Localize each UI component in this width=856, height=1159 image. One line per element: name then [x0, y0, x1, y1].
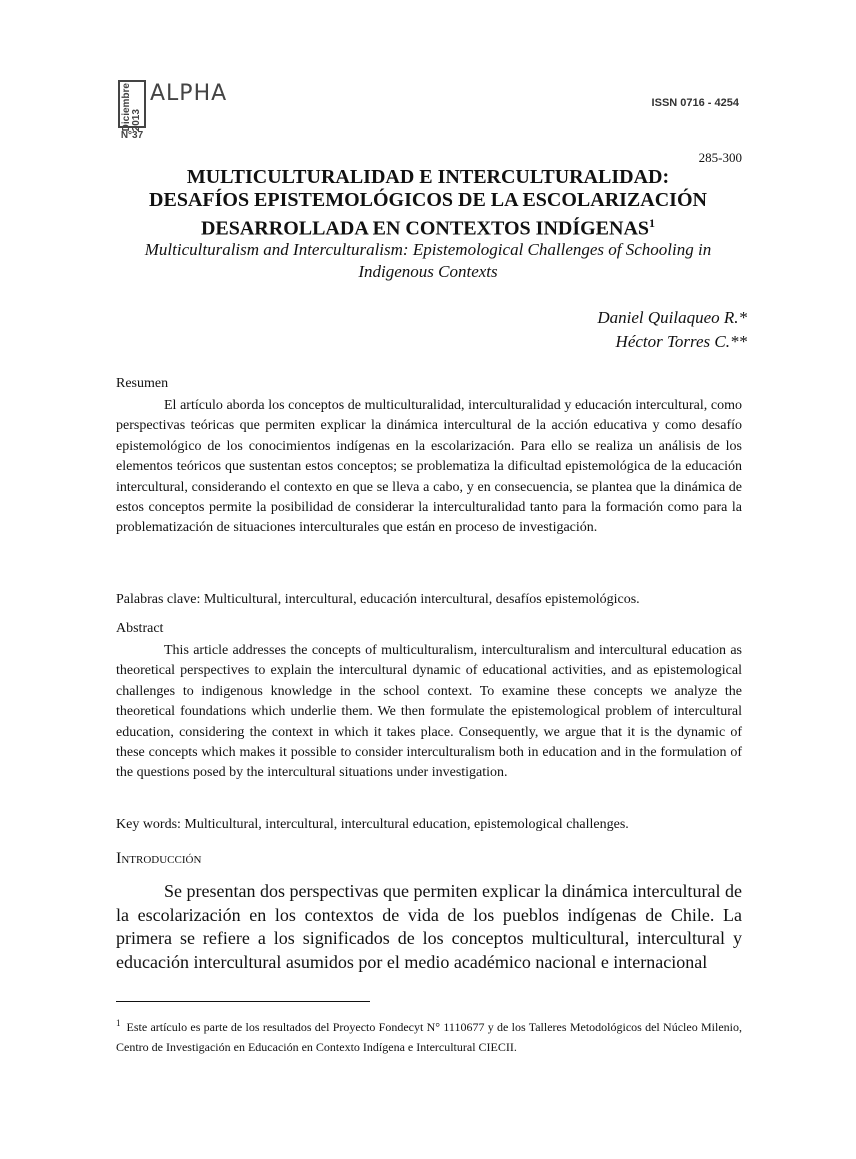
intro-heading: Introducción: [116, 850, 202, 867]
authors: [597, 306, 747, 354]
resumen-keywords: Palabras clave: Multicultural, intercultural, educación intercultural, desafíos epistemológicos.: [116, 592, 640, 607]
logo-year: Diciembre 2013: [121, 83, 142, 132]
logo-issue-number: N°37: [120, 130, 144, 142]
title-line-text: DESARROLLADA EN CONTEXTOS INDÍGENAS: [200, 217, 650, 240]
title-line: [113, 212, 743, 241]
footnote-mark: 1: [116, 1018, 121, 1028]
issn: ISSN 0716 - 4254: [651, 97, 739, 109]
author-name: Daniel Quilaqueo R.*: [597, 308, 747, 327]
article-subtitle: Multiculturalism and Interculturalism: Epistemological Challenges of Schooling in Indigenous Contexts: [144, 240, 712, 281]
footnote-text: Este artículo es parte de los resultados del Proyecto Fondecyt N° 1110677 y de los Talleres Metodológicos del Núcleo Milenio, Centro de Investigación en Educación en Contexto Indígena e Intercultural CIECII.: [116, 1020, 742, 1054]
journal-logo: [118, 80, 228, 142]
logo-journal-name: ALPHA: [150, 81, 228, 106]
page-range: 285-300: [698, 150, 742, 165]
resumen-label: Resumen: [116, 376, 169, 391]
abstract-text: This article addresses the concepts of multiculturalism, interculturalism and intercultural education as theoretical perspectives to explain the intercultural dynamic of educational activities, and as epistemological challenges to indigenous knowledge in the school context. To examine these concepts we analyze the theoretical foundations which underlie them. We then formulate the epistemological problem of intercultural education, considering the context in which it takes place. Consequently, we argue that it is the dynamic of these concepts which makes it possible to consider interculturalism both in education and in the formulation of the questions posed by the intercultural situations under investigation.: [116, 643, 742, 781]
abstract-label: Abstract: [116, 621, 164, 636]
resumen-text: El artículo aborda los conceptos de multiculturalidad, interculturalidad y educación intercultural, como perspectivas teóricas que permiten explicar la dinámica intercultural de la acción educativa y como desafío epistemológico de los conocimientos indígenas en la escolarización. Para ello se realiza un análisis de los elementos teóricos que sustentan estos conceptos; se problematiza la dificultad epistemológica de la educación intercultural, considerando el contexto en que se lleva a cabo, y en consecuencia, se plantea que la dinámica de estos conceptos permite la posibilidad de considerar la interculturalidad tanto para la formación como para la problematización de situaciones interculturales que están en proceso de investigación.: [116, 398, 742, 536]
intro-paragraph: Se presentan dos perspectivas que permiten explicar la dinámica intercultural de la escolarización en los contextos de vida de los pueblos indígenas de Chile. La primera se refiere a los significados de los conceptos multicultural, intercultural y educación intercultural asumidos por el medio académico nacional e internacional: [116, 881, 742, 972]
title-footnote-mark: 1: [649, 216, 656, 230]
abstract-keywords: Key words: Multicultural, intercultural, intercultural education, epistemological challenges.: [116, 817, 629, 832]
title-line: MULTICULTURALIDAD E INTERCULTURALIDAD:: [186, 166, 670, 188]
title-line: DESAFÍOS EPISTEMOLÓGICOS DE LA ESCOLARIZACIÓN: [149, 189, 707, 211]
logo-issue-box: [118, 80, 146, 142]
footnote: [116, 1014, 742, 1057]
article-title: [113, 166, 743, 241]
footnote-divider: [116, 1001, 370, 1002]
author-name: Héctor Torres C.**: [615, 332, 747, 351]
